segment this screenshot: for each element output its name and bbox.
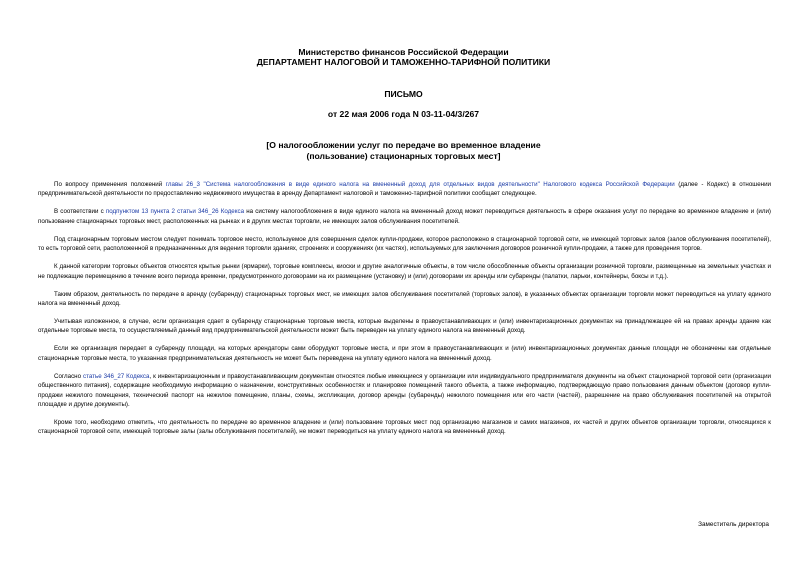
doc-subject: [0, 140, 807, 161]
doc-subject-line-2: (пользование) стационарных торговых мест]: [306, 150, 501, 161]
doc-subject-line-1: [О налогообложении услуг по передаче во временное владение: [266, 140, 541, 150]
department-name: ДЕПАРТАМЕНТ НАЛОГОВОЙ И ТАМОЖЕННО-ТАРИФНОЙ ПОЛИТИКИ: [256, 57, 551, 67]
paragraph-2: В соответствии с подпунктом 13 пункта 2 статьи 346_26 Кодекса на систему налогообложения в виде единого налога на вмененный доход может переводиться деятельность в сфере оказания услуг по передаче во временное владение и (или) пользование стационарных торговых мест, расположенных на рынках и в других местах торговли, не имеющих залов обслуживания посетителей.: [38, 208, 771, 225]
doc-date-number: от 22 мая 2006 года N 03-11-04/3/267: [327, 109, 480, 119]
ministry-name: Министерство финансов Российской Федерации: [298, 47, 509, 57]
paragraph-5: Таким образом, деятельность по передаче в аренду (субаренду) стационарных торговых мест, не имеющих залов обслуживания посетителей (торговых залов), в указанных объектах организации торговли может переводиться на уплату единого налога на вмененный доход.: [38, 290, 771, 308]
signature-title: Заместитель директора: [698, 521, 769, 528]
doc-type: ПИСЬМО: [384, 89, 423, 99]
paragraph-4: К данной категории торговых объектов относятся крытые рынки (ярмарки), торговые комплексы, киоски и другие аналогичные объекты, в том числе обособленные объекты организации розничной торговли, размещенные на земельных участках и не подлежащие перемещению в течение всего периода времени, предусмотренного договорами на их размещение (установку) и (или) договорами их аренды или субаренды (палатки, ларьки, контейнеры, боксы и т.д.).: [38, 263, 771, 280]
paragraph-6: Учитывая изложенное, в случае, если организация сдает в субаренду стационарные торговые места, которые выделены в правоустанавливающих и (или) инвентаризационных документах на принадлежащее ей на правах аренды здание как отдельные торговые места, то осуществляемый данный вид предпринимательской деятельности может быть переведен на уплату единого налога на вмененный доход.: [38, 318, 771, 335]
paragraph-7: Если же организация передает в субаренду площади, на которых арендаторы сами оборудуют торговые места, и при этом в правоустанавливающих и (или) инвентаризационных документах данные площади не обозначены как отдельные стационарные торговые места, то указанная предпринимательская деятельность не может быть переведена на уплату единого налога на вмененный доход.: [38, 345, 771, 362]
paragraph-3: Под стационарным торговым местом следует понимать торговое место, используемое для совершения сделок купли-продажи, которое расположено в стационарной торговой сети, не имеющей торговых залов (залов обслуживания посетителей), то есть торговой сети, расположенной в предназначенных для ведения торговли зданиях, строениях и сооружениях (их частях), используемых для заключения договоров розничной купли-продажи, а также для проведения торгов.: [38, 235, 771, 253]
paragraph-8: Согласно статье 346_27 Кодекса, к инвентаризационным и правоустанавливающим документам относятся любые имеющиеся у организации или индивидуального предпринимателя документы на объект стационарной торговой сети (организации общественного питания), содержащие необходимую информацию о назначении, конструктивных особенностях и планировке помещений такого объекта, а также информацию, подтверждающую право пользования данным объектом (договор купли-продажи нежилого помещения, технический паспорт на нежилое помещение, планы, схемы, экспликации, договор аренды (субаренды) нежилого помещения или его части (частей), разрешение на право обслуживания посетителей на открытой площадке и другие документы).: [38, 372, 771, 409]
link-article-346-27[interactable]: статье 346_27 Кодекса: [82, 372, 150, 380]
document-body: [38, 180, 771, 445]
link-article-346-26[interactable]: подпунктом 13 пункта 2 статьи 346_26 Кодекса: [105, 208, 245, 216]
link-chapter-26-3[interactable]: главы 26_3 "Система налогообложения в виде единого налога на вмененный доход для отдельных видов деятельности" Налогового кодекса Российской Федерации: [165, 181, 675, 188]
paragraph-9: Кроме того, необходимо отметить, что деятельность по передаче во временное владение и (или) пользование торговых мест под организацию магазинов и самих магазинов, их частей и других объектов организации торговли, относящихся к стационарной торговой сети, имеющей торговые залы (залы обслуживания посетителей), не может переводиться на уплату единого налога на вмененный доход.: [38, 419, 771, 436]
paragraph-1: По вопросу применения положений главы 26_3 "Система налогообложения в виде единого налога на вмененный доход для отдельных видов деятельности" Налогового кодекса Российской Федерации (далее - Кодекс) в отношении предпринимательской деятельности по предоставлению недвижимого имущества в аренду Департамент налоговой и таможенно-тарифной политики сообщает следующее.: [38, 181, 771, 198]
